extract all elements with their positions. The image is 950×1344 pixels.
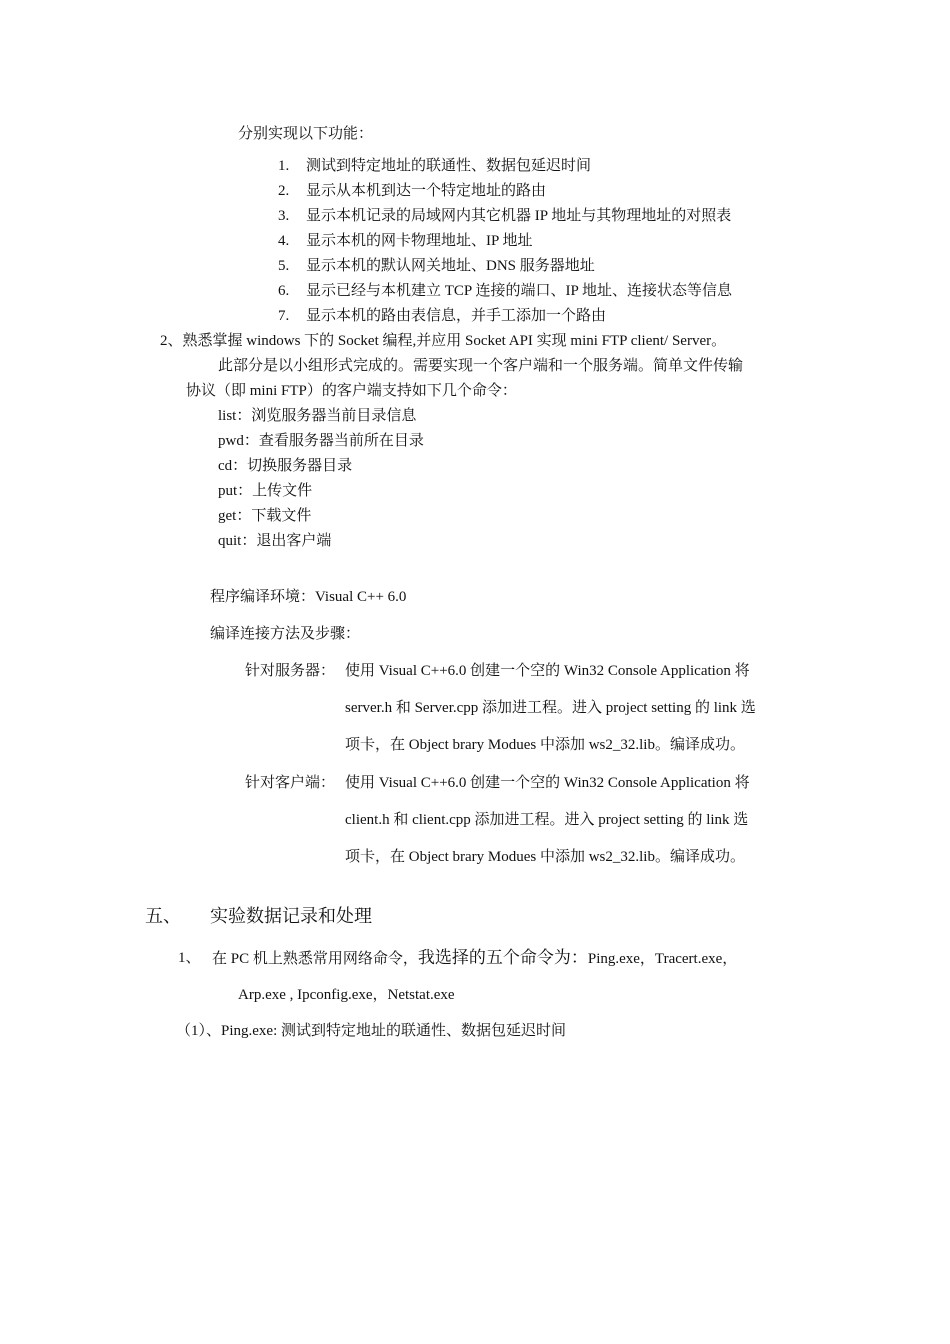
item-number: 1、 (178, 950, 201, 966)
command-item: put：上传文件 (218, 483, 313, 499)
list-text: 显示从本机到达一个特定地址的路由 (306, 183, 547, 199)
paragraph-line: 此部分是以小组形式完成的。需要实现一个客户端和一个服务端。简单文件传输 (218, 358, 744, 374)
list-item (278, 256, 595, 276)
list-number: 7. (278, 308, 290, 324)
list-number: 1. (278, 158, 290, 174)
item-2-heading: 2、熟悉掌握 windows 下的 Socket 编程,并应用 Socket API 实现 mini FTP client/ Server。 (160, 333, 727, 349)
item-line (212, 948, 737, 969)
instruction-line: server.h 和 Server.cpp 添加进工程。进入 project setting 的 link 选 (345, 700, 756, 716)
list-item (278, 156, 591, 176)
list-text: 测试到特定地址的联通性、数据包延迟时间 (306, 158, 592, 174)
list-item (278, 181, 546, 201)
list-text: 显示已经与本机建立 TCP 连接的端口、IP 地址、连接状态等信息 (306, 283, 732, 299)
list-item (278, 306, 606, 326)
item-text-large: 我选择的五个命令为： (417, 948, 588, 967)
command-item: pwd：查看服务器当前所在目录 (218, 433, 424, 449)
list-number: 3. (278, 208, 290, 224)
list-text: 显示本机的默认网关地址、DNS 服务器地址 (306, 258, 595, 274)
instruction-line: 使用 Visual C++6.0 创建一个空的 Win32 Console Application 将 (345, 775, 750, 791)
instruction-line: client.h 和 client.cpp 添加进工程。进入 project setting 的 link 选 (345, 812, 749, 828)
build-method-heading: 编译连接方法及步骤： (210, 626, 361, 642)
list-number: 2. (278, 183, 290, 199)
command-item: cd：切换服务器目录 (218, 458, 353, 474)
build-environment: 程序编译环境：Visual C++ 6.0 (210, 589, 407, 605)
section-title: 实验数据记录和处理 (210, 906, 372, 926)
list-item (278, 281, 732, 301)
command-item: quit：退出客户端 (218, 533, 332, 549)
server-label: 针对服务器： (245, 663, 336, 679)
list-text: 显示本机的路由表信息，并手工添加一个路由 (306, 308, 607, 324)
command-item: list：浏览服务器当前目录信息 (218, 408, 417, 424)
item-text: 在 PC 机上熟悉常用网络命令， (212, 951, 418, 967)
instruction-line: 项卡，在 Object brary Modues 中添加 ws2_32.lib。编译成功。 (345, 737, 745, 753)
instruction-line: 使用 Visual C++6.0 创建一个空的 Win32 Console Application 将 (345, 663, 750, 679)
list-text: 显示本机记录的局域网内其它机器 IP 地址与其物理地址的对照表 (306, 208, 732, 224)
list-number: 6. (278, 283, 290, 299)
list-number: 4. (278, 233, 290, 249)
item-text: Ping.exe，Tracert.exe， (587, 951, 738, 967)
sub-item-1: （1）、Ping.exe: 测试到特定地址的联通性、数据包延迟时间 (176, 1023, 566, 1039)
list-item (278, 206, 731, 226)
command-item: get：下载文件 (218, 508, 312, 524)
item-line: Arp.exe , Ipconfig.exe，Netstat.exe (238, 987, 455, 1003)
instruction-line: 项卡，在 Object brary Modues 中添加 ws2_32.lib。编译成功。 (345, 849, 745, 865)
list-item (278, 231, 533, 251)
client-label: 针对客户端： (245, 775, 336, 791)
list-number: 5. (278, 258, 290, 274)
list-text: 显示本机的网卡物理地址、IP 地址 (306, 233, 533, 249)
section-number: 五、 (145, 906, 181, 926)
paragraph-line: 协议（即 mini FTP）的客户端支持如下几个命令： (186, 383, 517, 399)
intro-text: 分别实现以下功能： (238, 126, 374, 142)
